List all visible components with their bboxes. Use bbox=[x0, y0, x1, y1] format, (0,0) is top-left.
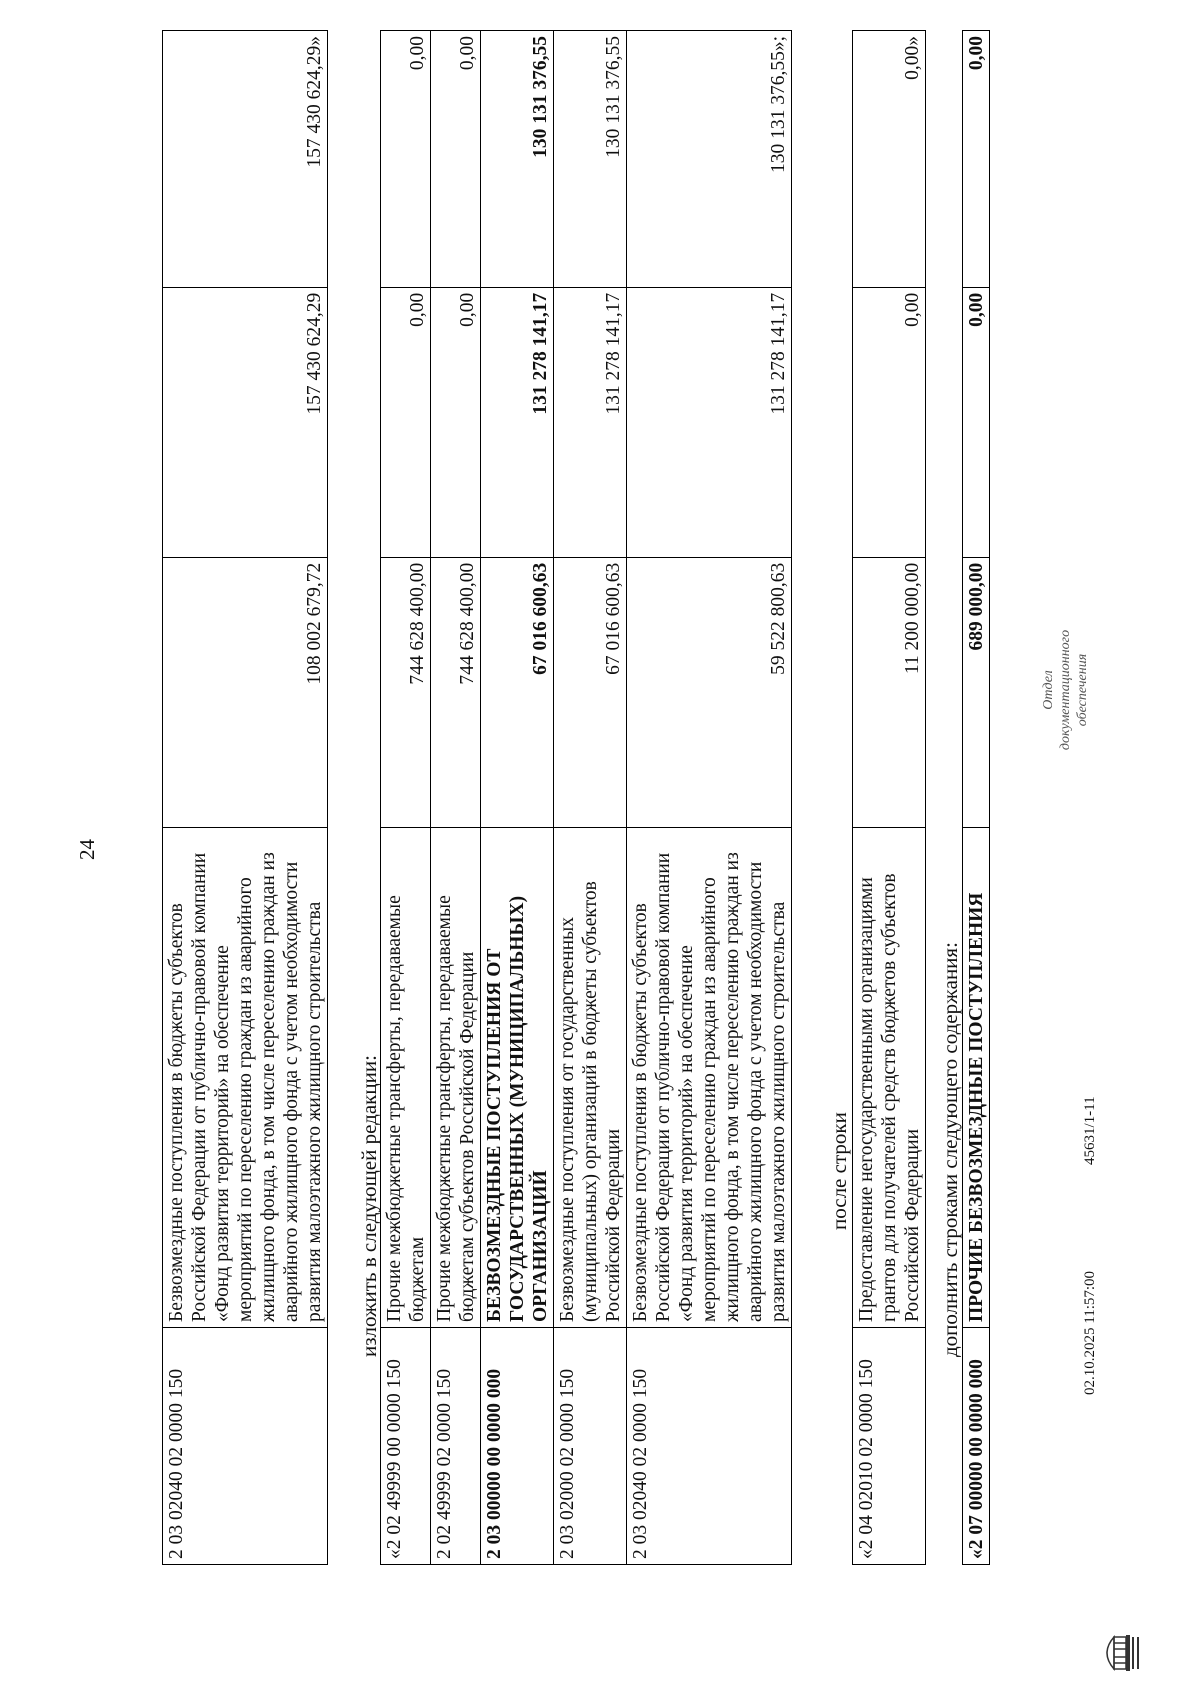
value-year2-cell: 0,00 bbox=[853, 287, 926, 557]
value-year2-cell: 0,00 bbox=[431, 287, 481, 557]
value-year3-cell: 130 131 376,55 bbox=[481, 31, 554, 288]
label-dopolnit: дополнить строками следующего содержания: bbox=[938, 942, 962, 1357]
value-year3-cell: 130 131 376,55»; bbox=[627, 31, 792, 288]
table-row bbox=[481, 31, 554, 1565]
table1-body bbox=[163, 31, 328, 1565]
value-year3-cell: 0,00 bbox=[431, 31, 481, 288]
budget-code-cell: 2 03 02000 02 0000 150 bbox=[554, 1328, 627, 1565]
table-row bbox=[554, 31, 627, 1565]
label-posle: после строки bbox=[827, 1112, 851, 1230]
value-year2-cell: 131 278 141,17 bbox=[627, 287, 792, 557]
description-cell: Безвозмездные поступления в бюджеты субъектов Российской Федерации от публично-правовой компании «Фонд развития территорий» на обеспечение мероприятий по переселению граждан из аварийного жилищного фонда, в том числе переселению граждан из аварийного жилищного фонда с учетом необходимости развития малоэтажного жилищного строительства bbox=[163, 827, 328, 1327]
table-row bbox=[627, 31, 792, 1565]
table-row bbox=[163, 31, 328, 1565]
table-row bbox=[381, 31, 431, 1565]
value-year2-cell: 0,00 bbox=[381, 287, 431, 557]
description-cell: ПРОЧИЕ БЕЗВОЗМЕЗДНЫЕ ПОСТУПЛЕНИЯ bbox=[963, 827, 990, 1327]
description-cell: Прочие межбюджетные трансферты, передаваемые бюджетам bbox=[381, 827, 431, 1327]
revenue-table-3 bbox=[852, 30, 926, 1565]
budget-code-cell: «2 04 02010 02 0000 150 bbox=[853, 1328, 926, 1565]
footer-datetime: 02.10.2025 11:57:00 bbox=[1082, 1270, 1098, 1395]
value-year1-cell: 744 628 400,00 bbox=[431, 557, 481, 827]
page-number: 24 bbox=[75, 839, 99, 860]
value-year1-cell: 59 522 800,63 bbox=[627, 557, 792, 827]
value-year2-cell: 157 430 624,29 bbox=[163, 287, 328, 557]
revenue-table-2 bbox=[380, 30, 792, 1565]
footer-doc-number: 45631/1-11 bbox=[1082, 1096, 1098, 1165]
description-cell: Безвозмездные поступления от государственных (муниципальных) организаций в бюджеты субъектов Российской Федерации bbox=[554, 827, 627, 1327]
value-year1-cell: 11 200 000,00 bbox=[853, 557, 926, 827]
description-cell: БЕЗВОЗМЕЗДНЫЕ ПОСТУПЛЕНИЯ ОТ ГОСУДАРСТВЕННЫХ (МУНИЦИПАЛЬНЫХ) ОРГАНИЗАЦИЙ bbox=[481, 827, 554, 1327]
value-year1-cell: 108 002 679,72 bbox=[163, 557, 328, 827]
table4-body bbox=[963, 31, 990, 1565]
stamp-line-1: Отдел документационного bbox=[1041, 629, 1073, 751]
value-year2-cell: 131 278 141,17 bbox=[554, 287, 627, 557]
value-year1-cell: 67 016 600,63 bbox=[554, 557, 627, 827]
table-row bbox=[431, 31, 481, 1565]
revenue-table-4 bbox=[962, 30, 990, 1565]
value-year2-cell: 0,00 bbox=[963, 287, 990, 557]
value-year1-cell: 67 016 600,63 bbox=[481, 557, 554, 827]
table-row bbox=[963, 31, 990, 1565]
table-row bbox=[853, 31, 926, 1565]
description-cell: Безвозмездные поступления в бюджеты субъектов Российской Федерации от публично-правовой компании «Фонд развития территорий» на обеспечение мероприятий по переселению граждан из аварийного жилищного фонда, в том числе переселению граждан из аварийного жилищного фонда с учетом необходимости развития малоэтажного жилищного строительства bbox=[627, 827, 792, 1327]
stamp-line-2: обеспечения bbox=[1075, 653, 1090, 727]
revenue-table-1 bbox=[162, 30, 328, 1565]
value-year1-cell: 689 000,00 bbox=[963, 557, 990, 827]
budget-code-cell: «2 02 49999 00 0000 150 bbox=[381, 1328, 431, 1565]
value-year3-cell: 157 430 624,29» bbox=[163, 31, 328, 288]
value-year3-cell: 0,00 bbox=[381, 31, 431, 288]
budget-code-cell: 2 03 02040 02 0000 150 bbox=[163, 1328, 328, 1565]
table3-body bbox=[853, 31, 926, 1565]
emblem-icon bbox=[1096, 1633, 1144, 1673]
description-cell: Предоставление негосударственными организациями грантов для получателей средств бюджетов субъектов Российской Федерации bbox=[853, 827, 926, 1327]
budget-code-cell: 2 02 49999 02 0000 150 bbox=[431, 1328, 481, 1565]
label-izlozhit: изложить в следующей редакции: bbox=[357, 1055, 381, 1357]
department-stamp bbox=[1040, 610, 1091, 770]
value-year3-cell: 130 131 376,55 bbox=[554, 31, 627, 288]
description-cell: Прочие межбюджетные трансферты, передаваемые бюджетам субъектов Российской Федерации bbox=[431, 827, 481, 1327]
value-year1-cell: 744 628 400,00 bbox=[381, 557, 431, 827]
budget-code-cell: «2 07 00000 00 0000 000 bbox=[963, 1328, 990, 1565]
table2-body bbox=[381, 31, 792, 1565]
budget-code-cell: 2 03 02040 02 0000 150 bbox=[627, 1328, 792, 1565]
value-year2-cell: 131 278 141,17 bbox=[481, 287, 554, 557]
value-year3-cell: 0,00 bbox=[963, 31, 990, 288]
value-year3-cell: 0,00» bbox=[853, 31, 926, 288]
budget-code-cell: 2 03 00000 00 0000 000 bbox=[481, 1328, 554, 1565]
